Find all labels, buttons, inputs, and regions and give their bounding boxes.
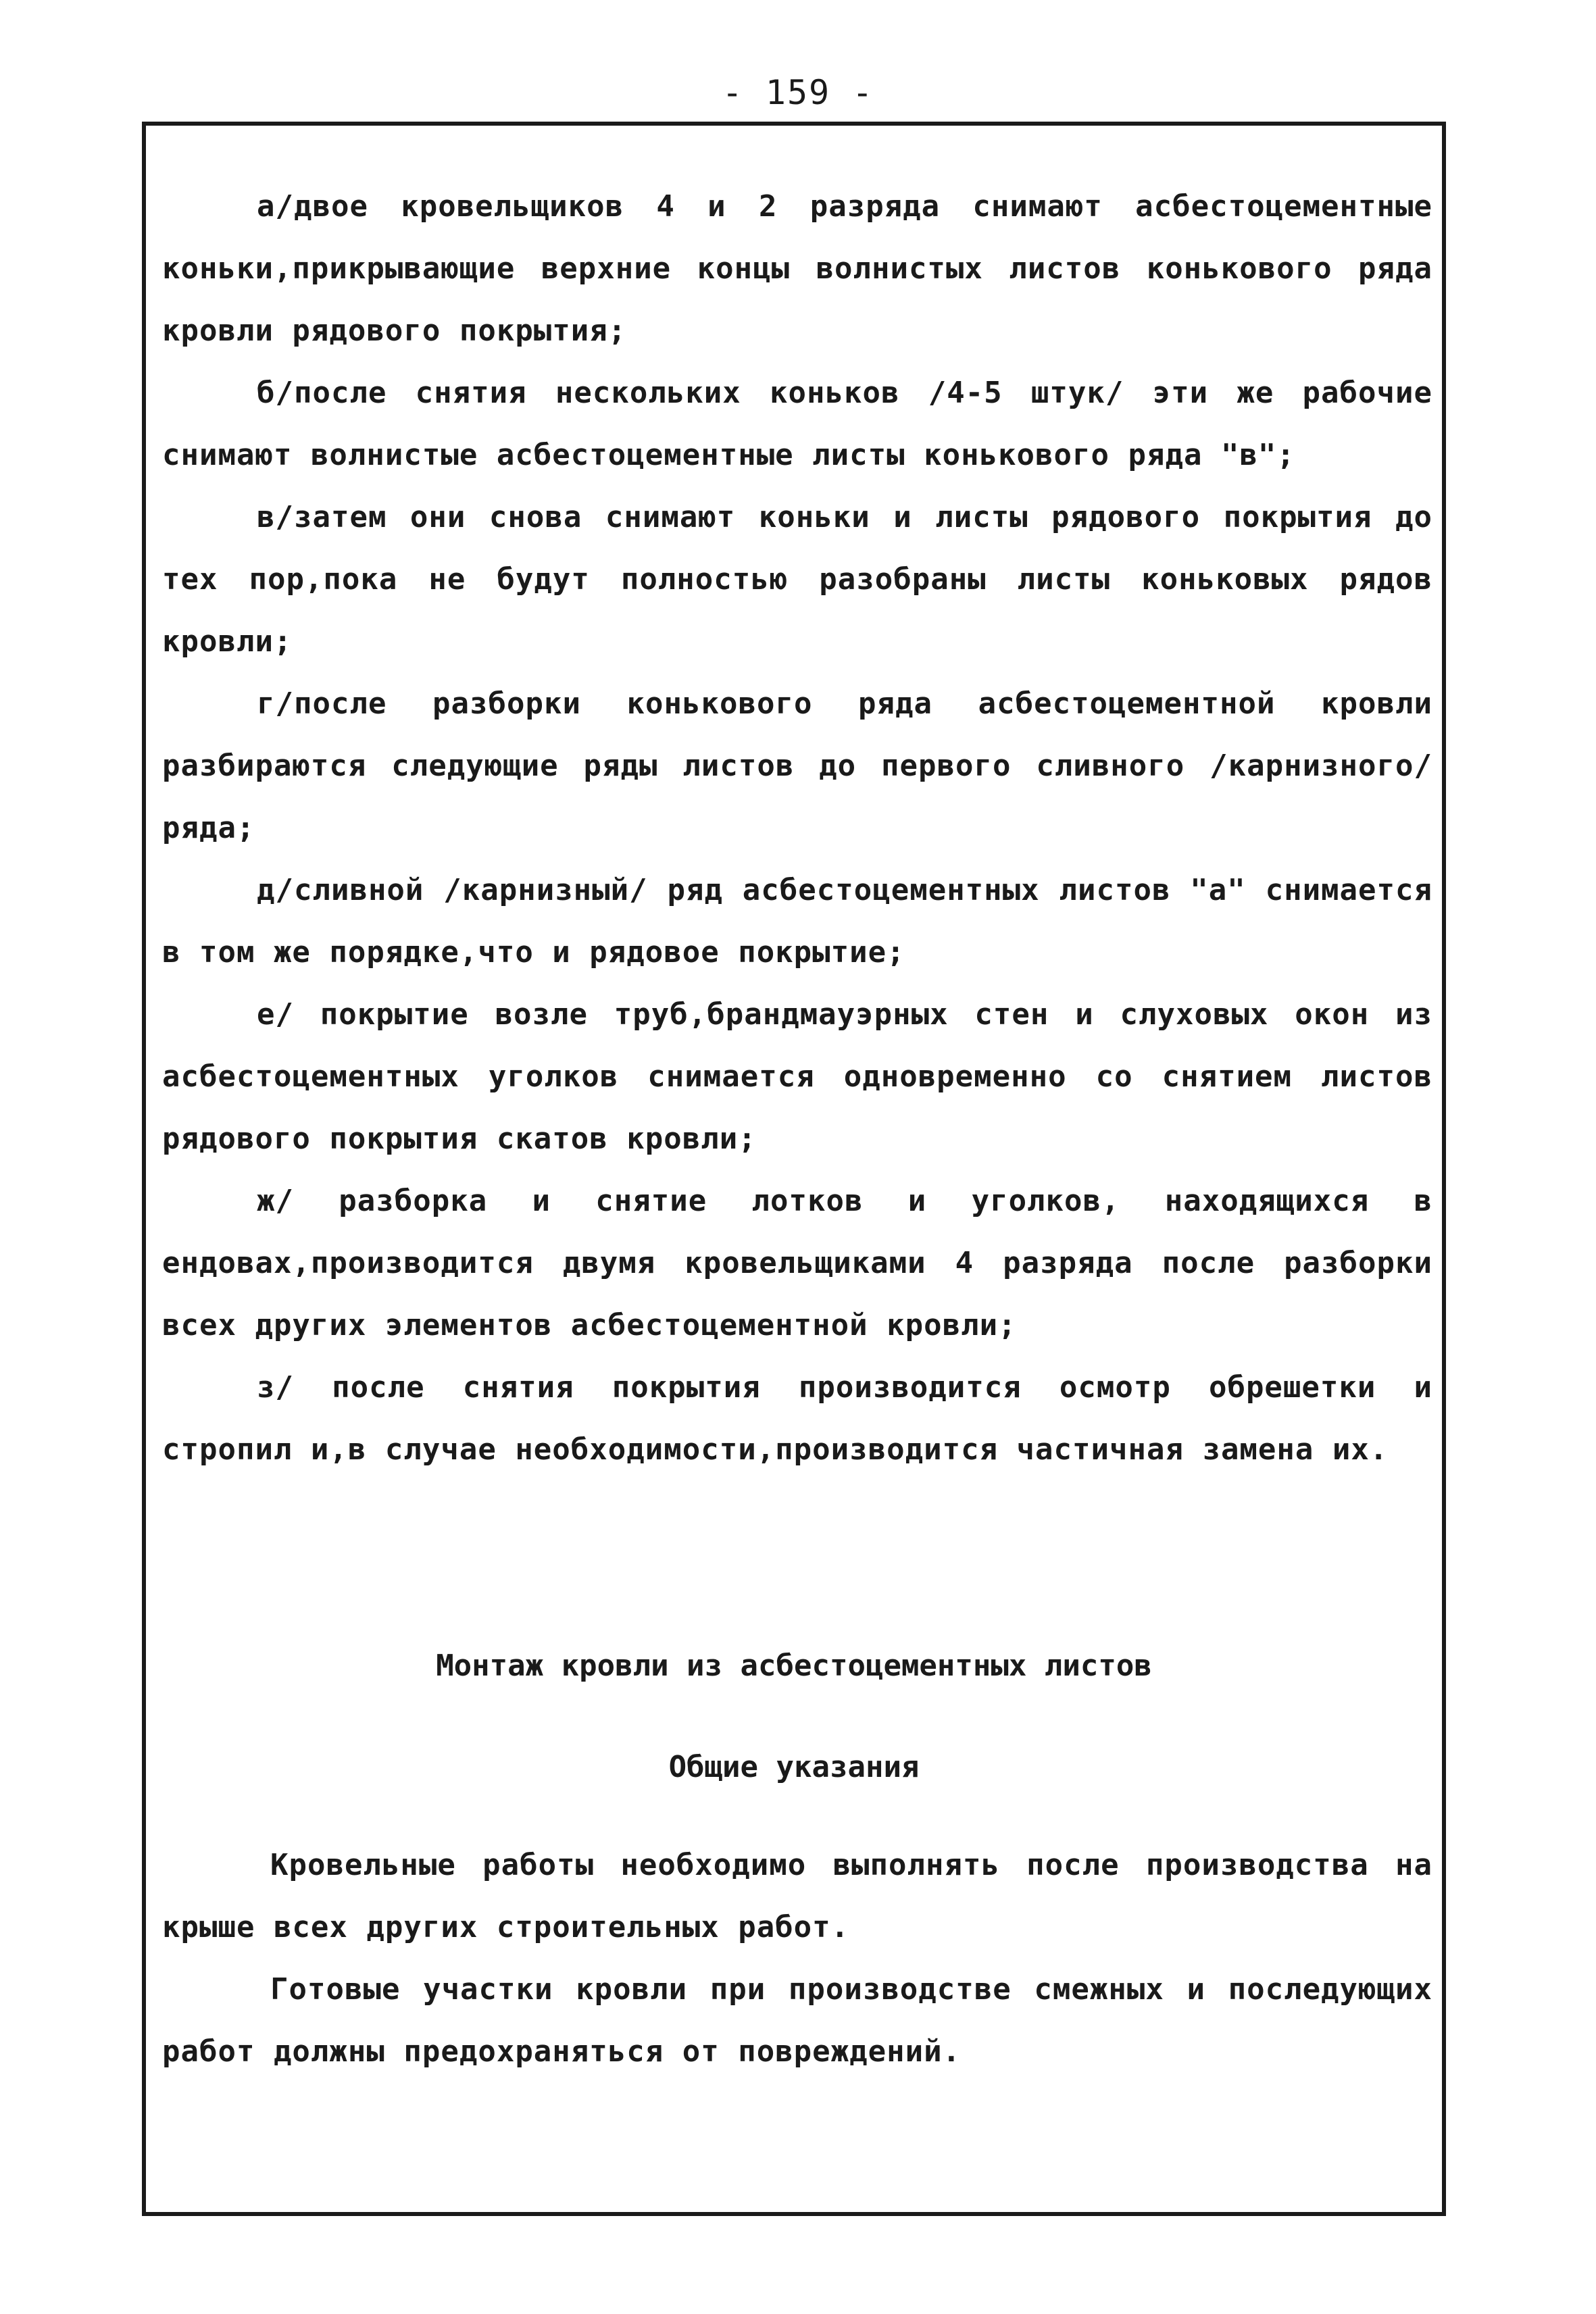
general-instructions	[162, 1834, 1432, 2083]
paragraph-e: е/ покрытие возле труб,брандмауэрных стен и слуховых окон из асбестоцементных уголков снимается одновременно со снятием листов рядового покрытия скатов кровли;	[162, 997, 1432, 1156]
paragraph-g: г/после разборки конькового ряда асбестоцементной кровли разбираются следующие ряды листов до первого сливного /карнизного/ ряда;	[162, 686, 1432, 845]
subsection-heading: Общие указания	[668, 1750, 920, 1784]
general-paragraph-1: Кровельные работы необходимо выполнять после производства на крыше всех других строительных работ.	[162, 1848, 1432, 1944]
paragraph-b: б/после снятия нескольких коньков /4-5 штук/ эти же рабочие снимают волнистые асбестоцементные листы конькового ряда "в";	[162, 376, 1432, 472]
procedure-list	[162, 176, 1432, 1481]
general-paragraph-2: Готовые участки кровли при производстве смежных и последующих работ должны предохраняться от повреждений.	[162, 1972, 1432, 2069]
section-heading: Монтаж кровли из асбестоцементных листов	[436, 1649, 1152, 1683]
paragraph-a: а/двое кровельщиков 4 и 2 разряда снимают асбестоцементные коньки,прикрывающие верхние концы волнистых листов конькового ряда кровли рядового покрытия;	[162, 189, 1432, 348]
paragraph-v: в/затем они снова снимают коньки и листы рядового покрытия до тех пор,пока не будут полностью разобраны листы коньковых рядов кровли;	[162, 500, 1432, 659]
page-number: - 159 -	[722, 73, 874, 112]
paragraph-z: з/ после снятия покрытия производится осмотр обрешетки и стропил и,в случае необходимости,производится частичная замена их.	[162, 1370, 1432, 1467]
paragraph-zh: ж/ разборка и снятие лотков и уголков, находящихся в ендовах,производится двумя кровельщиками 4 разряда после разборки всех других элементов асбестоцементной кровли;	[162, 1184, 1432, 1342]
paragraph-d: д/сливной /карнизный/ ряд асбестоцементных листов "а" снимается в том же порядке,что и рядовое покрытие;	[162, 873, 1432, 970]
